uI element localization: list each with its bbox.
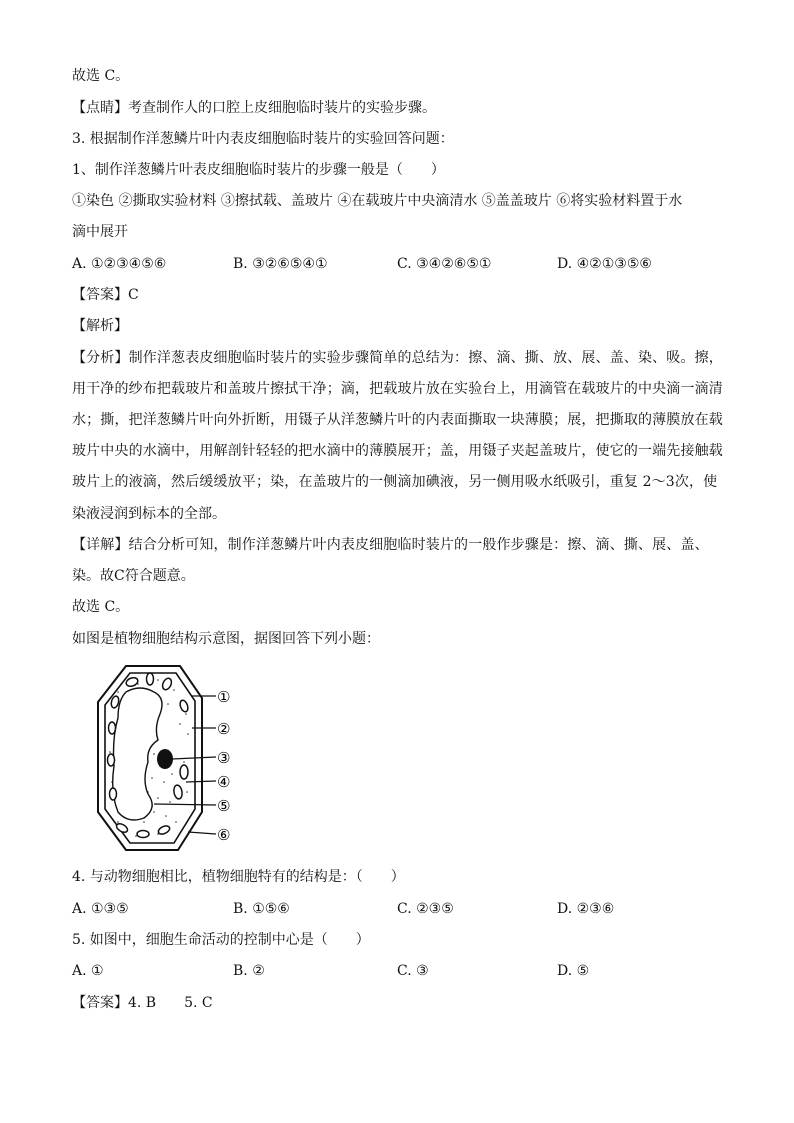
answer-line-2 bbox=[72, 993, 213, 1013]
analysis-paragraph-line: 玻片上的液滴，然后缓缓放平；染，在盖玻片的一侧滴加碘液，另一侧用吸水纸吸引，重复 2～3次，使 bbox=[72, 474, 718, 490]
figure-label: ⑥ bbox=[217, 826, 231, 844]
tip-line bbox=[72, 98, 436, 118]
analysis-paragraph-line: 染液浸润到标本的全部。 bbox=[72, 506, 226, 522]
question-4-stem: 4. 与动物细胞相比，植物细胞特有的结构是：（ ） bbox=[72, 869, 405, 885]
analysis-paragraph-line: 水；撕，把洋葱鳞片叶向外折断，用镊子从洋葱鳞片叶的内表面撕取一块薄膜；展，把撕取的薄膜放在载 bbox=[72, 412, 723, 428]
figure-label: ③ bbox=[217, 749, 231, 767]
answer-tag: 【答案】 bbox=[72, 995, 128, 1011]
q4-option-b: B. ①⑤⑥ bbox=[233, 901, 290, 917]
figure-label: ② bbox=[217, 720, 231, 738]
question-3-stem: 3. 根据制作洋葱鳞片叶内表皮细胞临时装片的实验回答问题： bbox=[72, 131, 454, 147]
analysis-tag: 【分析】 bbox=[72, 350, 129, 366]
plant-cell-diagram bbox=[88, 662, 238, 854]
analysis-text: 制作洋葱表皮细胞临时装片的实验步骤简单的总结为：擦、滴、撕、放、展、盖、染、吸。擦， bbox=[128, 350, 723, 366]
tip-tag: 【点睛】 bbox=[72, 100, 128, 116]
subquestion-1-stem: 1、制作洋葱鳞片叶表皮细胞临时装片的步骤一般是（ ） bbox=[72, 162, 445, 178]
q5-option-c: C. ③ bbox=[397, 963, 429, 979]
nucleus bbox=[157, 749, 173, 769]
q1-option-d: D. ④②①③⑤⑥ bbox=[557, 256, 652, 272]
q5-option-a: A. ① bbox=[72, 963, 104, 979]
analysis-paragraph-line: 玻片中央的水滴中，用解剖针轻轻的把水滴中的薄膜展开；盖，用镊子夹起盖玻片，使它的一端先接触载 bbox=[72, 443, 723, 459]
detail-tag: 【详解】 bbox=[72, 537, 129, 553]
answer-text: 4. B 5. C bbox=[128, 995, 213, 1011]
step-list-line-cont: 滴中展开 bbox=[72, 224, 128, 240]
analysis-paragraph-line bbox=[72, 348, 723, 368]
q1-option-a: A. ①②③④⑤⑥ bbox=[72, 256, 167, 272]
question-5-stem: 5. 如图中，细胞生命活动的控制中心是（ ） bbox=[72, 932, 370, 948]
analysis-paragraph-line: 用干净的纱布把载玻片和盖玻片擦拭干净；滴，把载玻片放在实验台上，用滴管在载玻片的中央滴一滴清 bbox=[72, 381, 723, 397]
q5-option-b: B. ② bbox=[233, 963, 265, 979]
text-line: 故选 C。 bbox=[72, 68, 130, 84]
figure-intro: 如图是植物细胞结构示意图，据图回答下列小题： bbox=[72, 631, 380, 647]
tip-text: 考查制作人的口腔上皮细胞临时装片的实验步骤。 bbox=[128, 100, 436, 116]
q5-option-d: D. ⑤ bbox=[557, 963, 590, 979]
q1-option-c: C. ③④②⑥⑤① bbox=[397, 256, 492, 272]
answer-line bbox=[72, 285, 139, 305]
answer-text: C bbox=[128, 287, 139, 303]
conclusion-line: 故选 C。 bbox=[72, 599, 130, 615]
step-list-line: ①染色 ②撕取实验材料 ③擦拭载、盖玻片 ④在载玻片中央滴清水 ⑤盖盖玻片 ⑥将实验材料置于水 bbox=[72, 193, 683, 209]
answer-tag: 【答案】 bbox=[72, 287, 128, 303]
detail-line bbox=[72, 535, 709, 555]
q4-option-a: A. ①③⑤ bbox=[72, 901, 129, 917]
detail-line-cont: 染。故C符合题意。 bbox=[72, 568, 195, 584]
q4-option-c: C. ②③⑤ bbox=[397, 901, 454, 917]
analysis-heading: 【解析】 bbox=[72, 318, 128, 334]
detail-text: 结合分析可知，制作洋葱鳞片叶内表皮细胞临时装片的一般作步骤是：擦、滴、撕、展、盖、 bbox=[128, 537, 709, 553]
q4-option-d: D. ②③⑥ bbox=[557, 901, 615, 917]
q1-option-b: B. ③②⑥⑤④① bbox=[233, 256, 328, 272]
figure-label: ① bbox=[217, 688, 231, 706]
figure-label: ⑤ bbox=[217, 797, 231, 815]
figure-label: ④ bbox=[217, 773, 231, 791]
